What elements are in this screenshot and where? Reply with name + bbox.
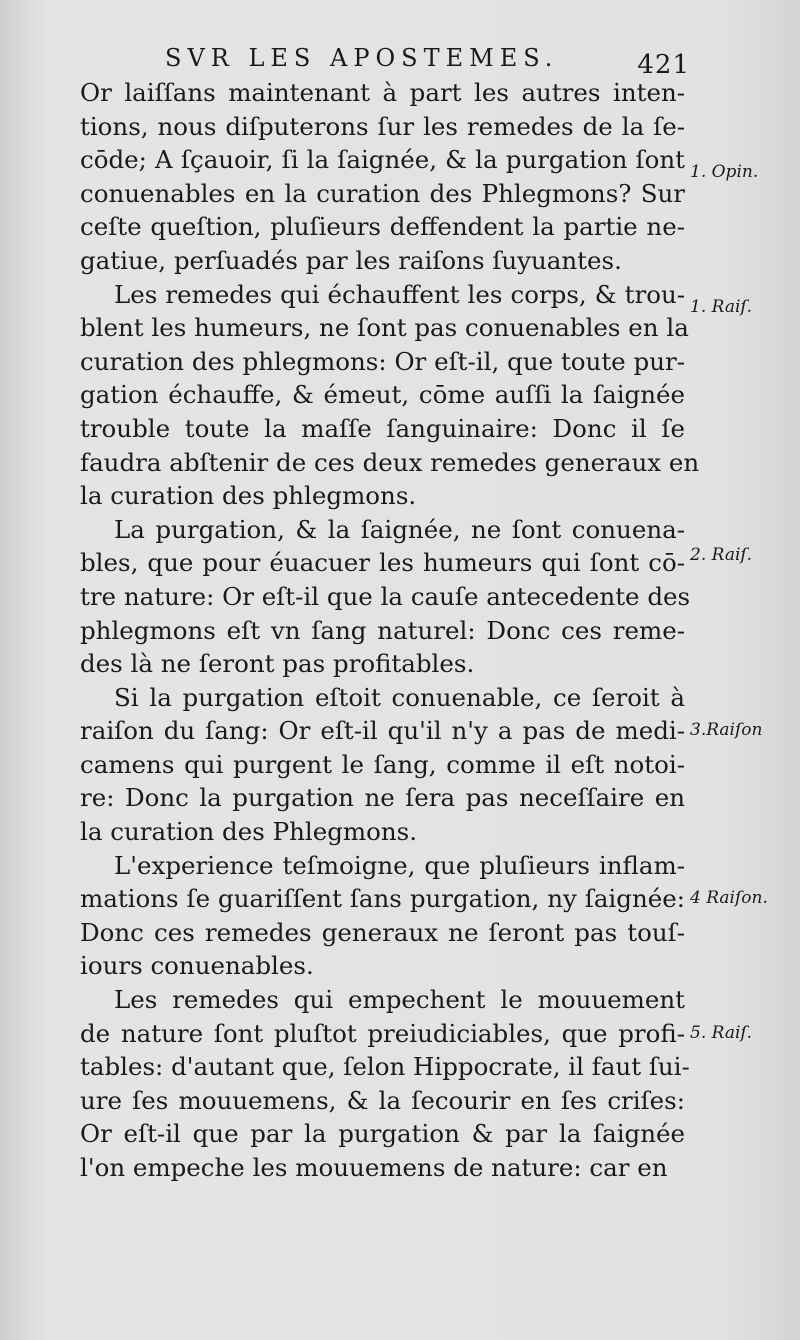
text-line: des là ne ſeront pas profitables.: [80, 649, 475, 679]
text-line: tables: d'autant que, ſelon Hippocrate, il faut ſui-: [80, 1052, 690, 1082]
paragraph: [80, 681, 685, 849]
paragraph: [80, 278, 700, 513]
text-line: gatiue, perſuadés par les raiſons ſuyuantes.: [80, 245, 622, 275]
paragraph: [80, 983, 690, 1185]
page-number: 421: [637, 50, 690, 80]
text-line: l'on empeche les mouuemens de nature: car en: [80, 1153, 668, 1182]
text-line: curation des phlegmons: Or eſt-il, que toute pur-: [80, 346, 685, 376]
text-line: la curation des phlegmons.: [80, 481, 417, 511]
text-line: blent les humeurs, ne ſont pas conuenables en la: [80, 313, 689, 343]
margin-note: 1. Opin.: [690, 162, 759, 182]
paragraph: [80, 849, 685, 983]
text-line: Or laiſſans maintenant à part les autres inten-: [80, 78, 685, 107]
text-line: re: Donc la purgation ne ſera pas neceſſaire en: [80, 783, 685, 813]
text-line: Les remedes qui échauffent les corps, & trou-: [114, 279, 685, 309]
text-line: la curation des Phlegmons.: [80, 817, 417, 847]
text-line: La purgation, & la ſaignée, ne ſont conuena-: [114, 514, 685, 544]
text-line: de nature ſont pluſtot preiudiciables, que profi-: [80, 1018, 685, 1048]
text-line: L'experience teſmoigne, que pluſieurs inflam-: [114, 850, 685, 880]
body-text: [80, 76, 700, 1185]
running-header: [165, 44, 690, 80]
paragraph: [80, 76, 685, 278]
text-line: ceſte queſtion, pluſieurs deffendent la partie ne-: [80, 212, 685, 242]
margin-note: 2. Raiſ.: [690, 545, 753, 565]
text-line: Or eſt-il que par la purgation & par la ſaignée: [80, 1119, 685, 1149]
text-line: phlegmons eſt vn ſang naturel: Donc ces reme-: [80, 615, 685, 645]
text-line: raiſon du ſang: Or eſt-il qu'il n'y a pas de medi-: [80, 716, 685, 746]
running-title: SVR LES APOSTEMES.: [165, 44, 559, 72]
text-line: Donc ces remedes generaux ne ſeront pas touſ-: [80, 917, 685, 947]
text-line: cōde; A ſçauoir, ſi la ſaignée, & la purgation ſont: [80, 145, 685, 175]
text-line: Si la purgation eſtoit conuenable, ce ſeroit à: [114, 682, 685, 712]
text-line: tre nature: Or eſt-il que la cauſe antecedente des: [80, 581, 691, 611]
paragraph: [80, 513, 691, 681]
margin-note: 4 Raiſon.: [690, 888, 768, 908]
text-line: tions, nous diſputerons ſur les remedes de la ſe-: [80, 111, 685, 141]
text-line: bles, que pour éuacuer les humeurs qui ſont cō-: [80, 548, 685, 578]
text-line: iours conuenables.: [80, 951, 314, 981]
text-line: conuenables en la curation des Phlegmons? Sur: [80, 178, 685, 208]
text-line: mations ſe guariſſent ſans purgation, ny ſaignée:: [80, 884, 685, 914]
text-line: gation échauffe, & émeut, cōme auſſi la ſaignée: [80, 380, 685, 410]
text-line: faudra abſtenir de ces deux remedes generaux en: [80, 447, 700, 477]
text-line: trouble toute la maſſe ſanguinaire: Donc il ſe: [80, 413, 685, 443]
margin-note: 1. Raiſ.: [690, 297, 753, 317]
margin-note: 3.Raiſon: [690, 720, 763, 740]
margin-note: 5. Raiſ.: [690, 1023, 753, 1043]
text-line: camens qui purgent le ſang, comme il eſt notoi-: [80, 749, 685, 779]
text-line: Les remedes qui empechent le mouuement: [114, 985, 685, 1015]
text-line: ure ſes mouuemens, & la ſecourir en ſes criſes:: [80, 1085, 685, 1115]
